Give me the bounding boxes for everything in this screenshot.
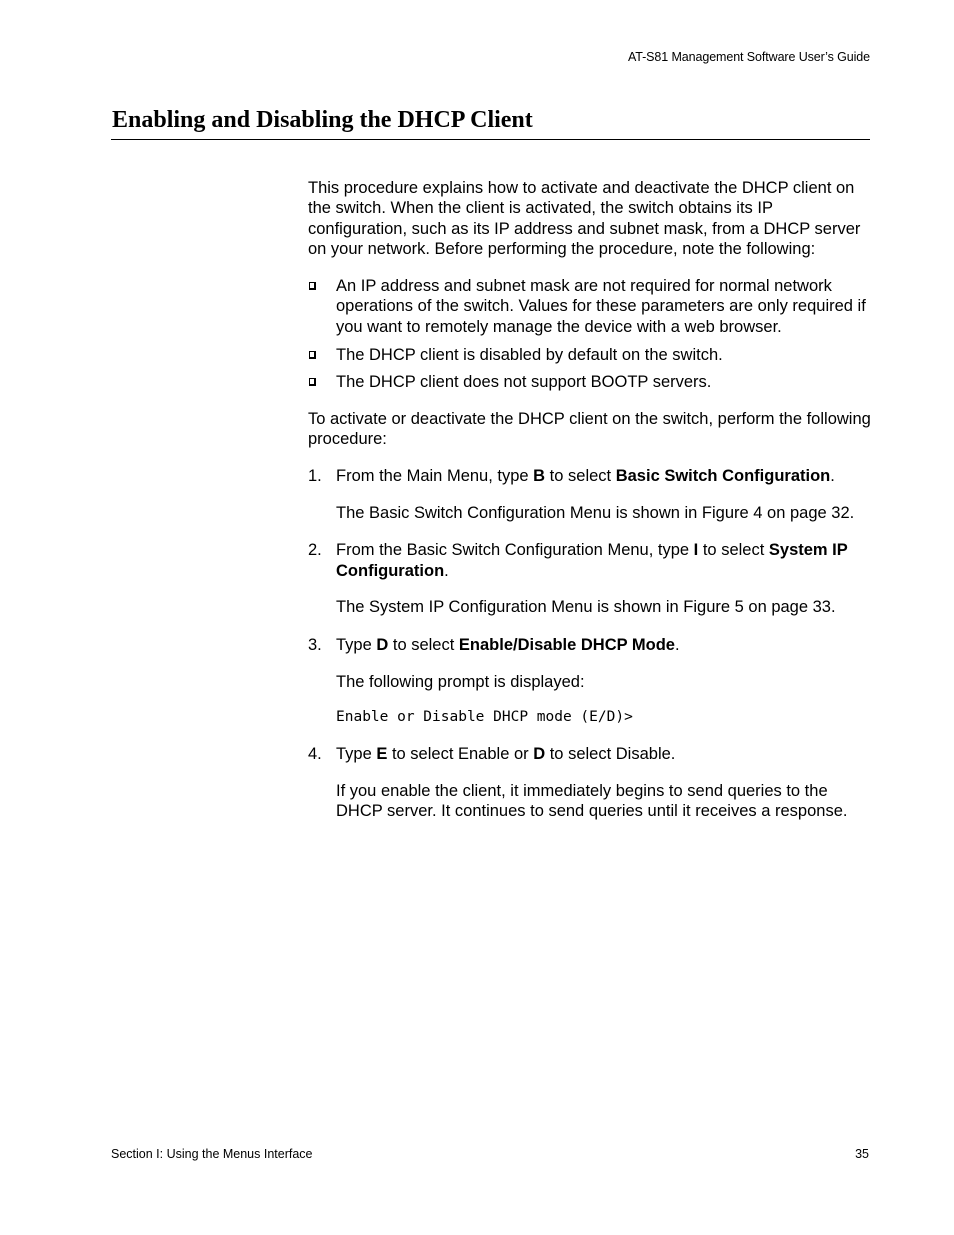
footer-section-label: Section I: Using the Menus Interface: [111, 1147, 313, 1161]
note-text: An IP address and subnet mask are not required for normal network operations of the switch. Values for these parameters are only required if you want to remotely manage the device with a web browser.: [336, 277, 866, 336]
step-note: The Basic Switch Configuration Menu is shown in Figure 4 on page 32.: [336, 504, 855, 523]
checkbox-bullet-icon: [309, 351, 316, 359]
note-text: The DHCP client does not support BOOTP servers.: [336, 373, 712, 392]
step-note: The System IP Configuration Menu is shown in Figure 5 on page 33.: [336, 598, 836, 617]
procedure-lead: To activate or deactivate the DHCP client on the switch, perform the following procedure:: [308, 409, 871, 448]
checkbox-bullet-icon: [309, 378, 316, 386]
step-instruction: From the Main Menu, type B to select Basic Switch Configuration.: [336, 467, 835, 486]
step-item: [308, 540, 874, 617]
step-number: 3.: [308, 635, 322, 654]
body-content: [308, 178, 874, 839]
section-title: Enabling and Disabling the DHCP Client: [112, 107, 533, 133]
step-item: [308, 466, 874, 523]
step-instruction: Type E to select Enable or D to select Disable.: [336, 745, 676, 764]
list-item: [308, 372, 874, 392]
checkbox-bullet-icon: [309, 282, 316, 290]
step-instruction: Type D to select Enable/Disable DHCP Mode.: [336, 635, 680, 654]
step-instruction: From the Basic Switch Configuration Menu, type I to select System IP Configuration.: [336, 541, 848, 580]
step-item: [308, 635, 874, 727]
step-number: 2.: [308, 541, 322, 560]
step-note: If you enable the client, it immediately begins to send queries to the DHCP server. It continues to send queries until it receives a response.: [336, 781, 848, 821]
notes-list: [308, 276, 874, 392]
list-item: [308, 276, 874, 337]
step-note: The following prompt is displayed:: [336, 672, 585, 691]
step-item: [308, 744, 874, 821]
note-text: The DHCP client is disabled by default on the switch.: [336, 345, 723, 364]
procedure-steps: [308, 466, 874, 821]
step-number: 4.: [308, 745, 322, 764]
running-header: AT-S81 Management Software User’s Guide: [627, 50, 870, 64]
title-divider: [111, 139, 870, 140]
page-number: 35: [855, 1147, 869, 1161]
intro-paragraph: This procedure explains how to activate and deactivate the DHCP client on the switch. When the client is activated, the switch obtains its IP configuration, such as its IP address and subnet mask, from a DHCP server on your network. Before performing the procedure, note the following:: [308, 179, 861, 258]
prompt-code: Enable or Disable DHCP mode (E/D)>: [336, 708, 633, 725]
step-number: 1.: [308, 467, 322, 486]
list-item: [308, 345, 874, 365]
